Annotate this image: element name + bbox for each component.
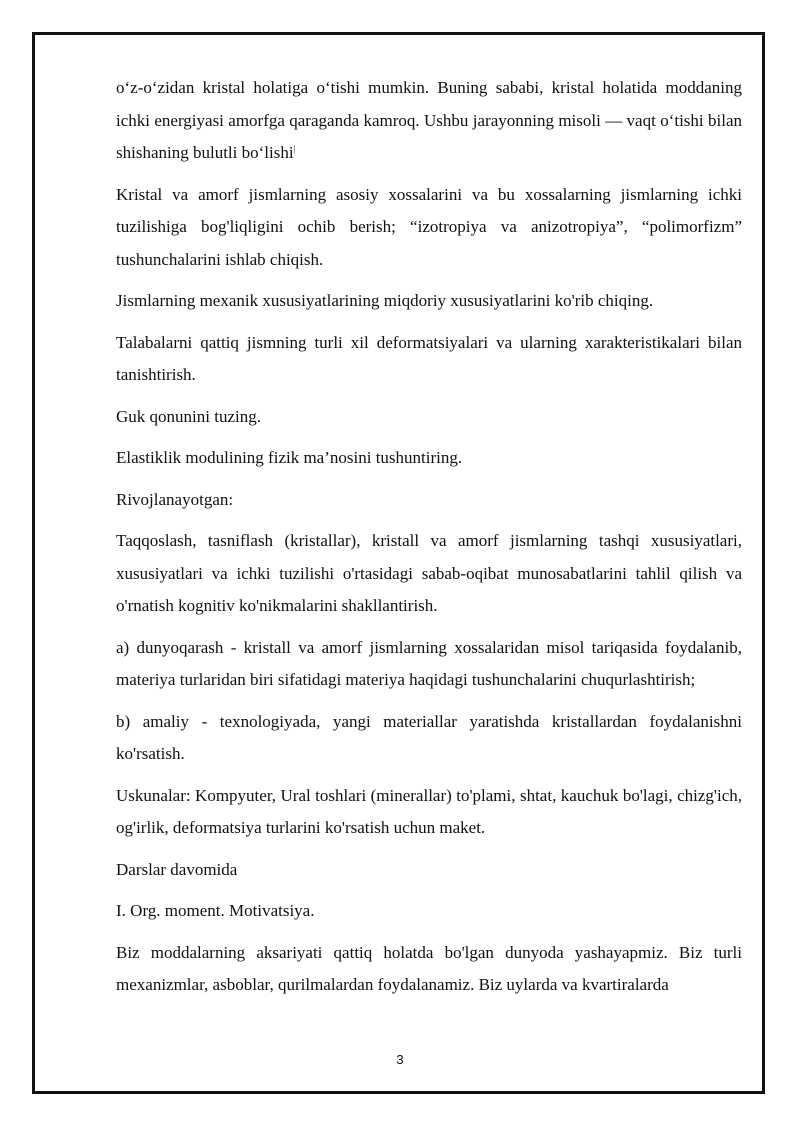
footnote-mark: | xyxy=(293,143,296,154)
paragraph-lesson-progress: Darslar davomida xyxy=(116,859,238,879)
paragraph-developing-heading: Rivojlanayotgan: xyxy=(116,489,234,509)
paragraph-motivation-text: Biz moddalarning aksariyati qattiq holatda bo'lgan dunyoda yashayapmiz. Biz turli mexanizmlar, asboblar, qurilmalardan foydalanamiz. Biz uylarda va kvartiralarda xyxy=(116,942,742,994)
paragraph-worldview: a) dunyoqarash - kristall va amorf jismlarning xossalaridan misol tariqasida foydalanib, materiya turlaridan biri sifatidagi materiya haqidagi tushunchalarini chuqurlashtirish; xyxy=(116,637,742,689)
paragraph-goal-mechanical: Jismlarning mexanik xususiyatlarining miqdoriy xususiyatlarini ko'rib chiqing. xyxy=(116,291,654,310)
paragraph-goal-deformation: Talabalarni qattiq jismning turli xil deformatsiyalari va ularning xarakteristikalari bilan tanishtirish. xyxy=(116,332,742,384)
paragraph-goal-properties: Kristal va amorf jismlarning asosiy xossalarini va bu xossalarning jismlarning ichki tuzilishiga bog'liqligini ochib berish; “izotropiya va anizotropiya”, “polimorfizm” tushunchalarini ishlab chiqish. xyxy=(116,184,742,269)
paragraph-org-moment: I. Org. moment. Motivatsiya. xyxy=(116,901,315,920)
page-number: 3 xyxy=(396,1052,404,1067)
paragraph-elastic-modulus: Elastiklik modulining fizik ma’nosini tushuntiring. xyxy=(116,448,463,467)
paragraph-practical: b) amaliy - texnologiyada, yangi materiallar yaratishda kristallardan foydalanishni ko'rsatish. xyxy=(116,711,742,763)
paragraph-intro: o‘z-o‘zidan kristal holatiga o‘tishi mumkin. Buning sababi, kristal holatida moddaning ichki energiyasi amorfga qaraganda kamroq. Ushbu jarayonning misoli — vaqt o‘tishi bilan shishaning bulutli bo‘lishi| xyxy=(116,78,742,162)
paragraph-hooke-law: Guk qonunini tuzing. xyxy=(116,406,261,426)
paragraph-cognitive-skills: Taqqoslash, tasniflash (kristallar), kristall va amorf jismlarning tashqi xususiyatlari, xususiyatlari va ichki tuzilishi o'rtasidagi sabab-oqibat munosabatlarini tahlil qilish va o'rnatish kognitiv ko'nikmalarini shakllantirish. xyxy=(116,531,742,615)
paragraph-equipment: Uskunalar: Kompyuter, Ural toshlari (minerallar) to'plami, shtat, kauchuk bo'lagi, chizg'ich, og'irlik, deformatsiya turlarini ko'rsatish uchun maket. xyxy=(116,785,742,837)
document-body xyxy=(116,72,742,1011)
